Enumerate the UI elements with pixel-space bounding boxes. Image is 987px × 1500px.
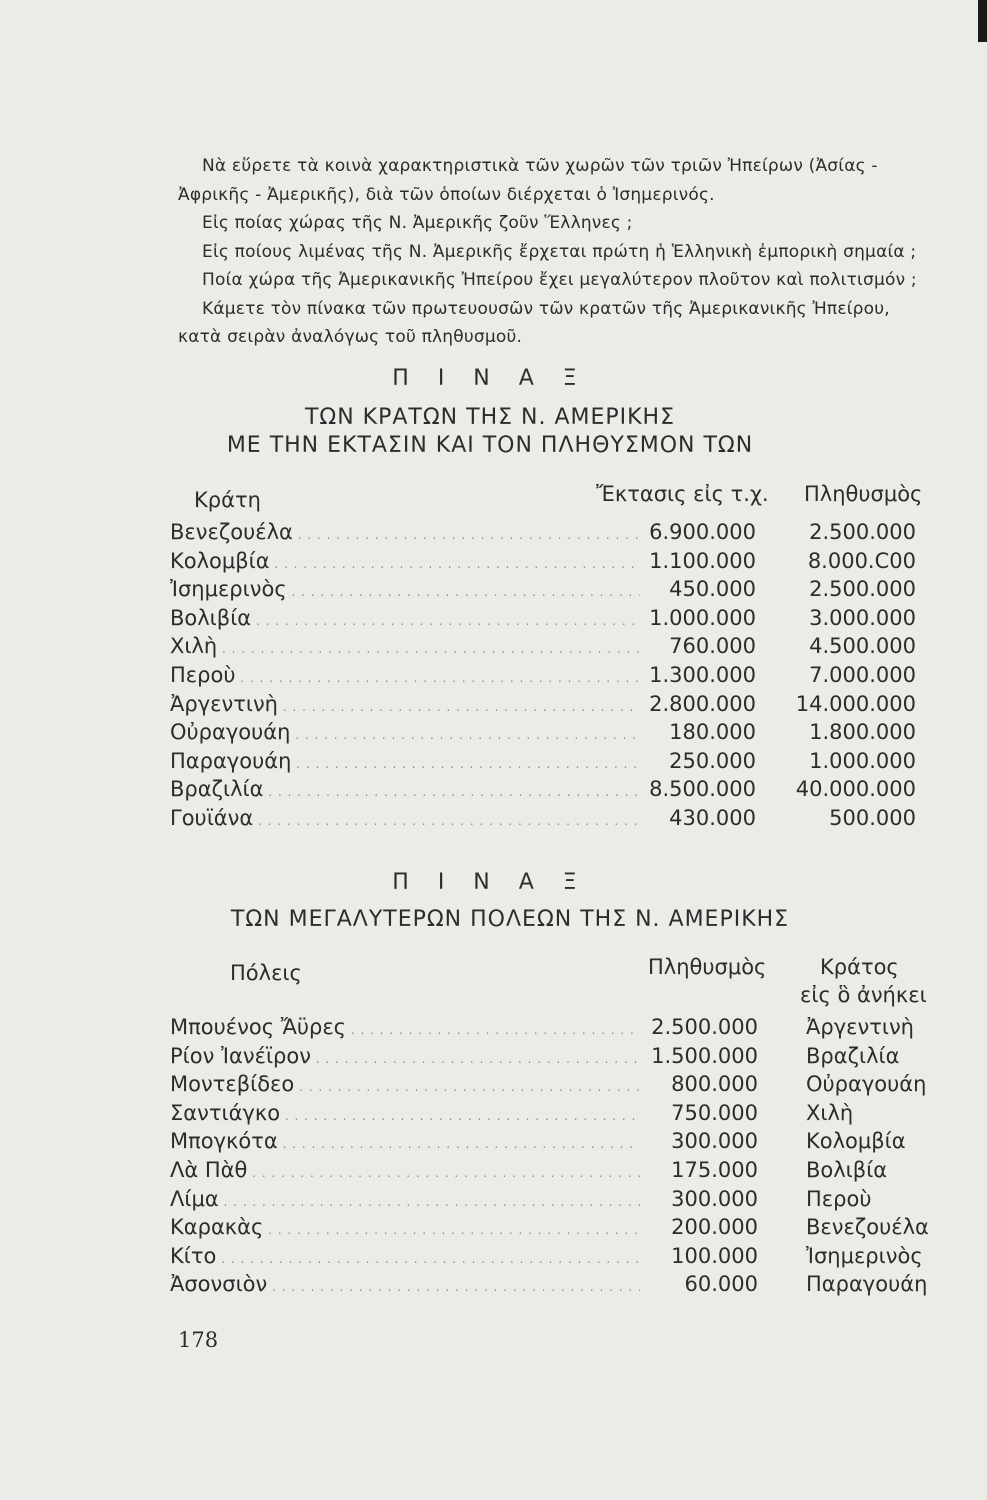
state-name: Ἰσημερινὸς . . . bbox=[170, 577, 640, 601]
area-value: 450.000 bbox=[669, 577, 756, 602]
population-value: 8.000.C00 bbox=[807, 548, 916, 573]
population-value: 750.000 bbox=[671, 1100, 758, 1125]
intro-line: Εἰς ποίους λιμένας τῆς Ν. Ἀμερικῆς ἔρχεται πρώτη ἡ Ἑλληνικὴ ἐμπορικὴ σημαία ; bbox=[202, 241, 917, 262]
intro-questions bbox=[178, 152, 928, 352]
col-area-header: Ἔκτασις εἰς τ.χ. bbox=[596, 482, 769, 506]
cities-table-header bbox=[170, 953, 930, 1015]
cities-table bbox=[170, 953, 930, 1301]
population-value: 175.000 bbox=[671, 1157, 758, 1182]
state-value: Ἀργεντινὴ bbox=[806, 1015, 914, 1039]
state-value: Βενεζουέλα bbox=[806, 1215, 929, 1240]
table-row bbox=[170, 634, 930, 663]
table-row bbox=[170, 1072, 930, 1101]
states-table-header bbox=[170, 482, 930, 520]
col-state-subheader: εἰς ὃ ἀνήκει bbox=[800, 983, 927, 1007]
table-row bbox=[170, 577, 930, 606]
population-value: 14.000.000 bbox=[795, 691, 916, 716]
population-value: 300.000 bbox=[671, 1129, 758, 1154]
table-row bbox=[170, 663, 930, 692]
table-row bbox=[170, 777, 930, 806]
area-value: 430.000 bbox=[669, 805, 756, 830]
state-value: Ἰσημερινὸς bbox=[806, 1243, 923, 1268]
table-row bbox=[170, 520, 930, 549]
state-name: Οὐραγουάη . . . bbox=[170, 720, 640, 744]
area-value: 1.000.000 bbox=[649, 605, 756, 630]
state-name: Περοὺ . . . bbox=[170, 663, 640, 687]
area-value: 250.000 bbox=[669, 748, 756, 773]
population-value: 1.500.000 bbox=[651, 1043, 758, 1068]
table2-pinax-heading: Π Ι Ν Α Ξ bbox=[392, 870, 588, 895]
state-name: Χιλὴ . . . bbox=[170, 634, 640, 658]
state-name: Βραζιλία . . . bbox=[170, 777, 640, 801]
city-name: Ρίον Ἰανέϊρον . . . bbox=[170, 1044, 640, 1068]
area-value: 180.000 bbox=[669, 720, 756, 745]
intro-line: Ἀφρικῆς - Ἀμερικῆς), διὰ τῶν ὁποίων διέρχεται ὁ Ἰσημερινός. bbox=[178, 184, 715, 205]
population-value: 2.500.000 bbox=[809, 577, 916, 602]
population-value: 2.500.000 bbox=[651, 1015, 758, 1039]
table-row bbox=[170, 1129, 930, 1158]
population-value: 500.000 bbox=[829, 805, 916, 830]
state-value: Οὐραγουάη bbox=[806, 1072, 927, 1097]
col-cities-header: Πόλεις bbox=[230, 961, 302, 985]
city-name: Μπογκότα . . . bbox=[170, 1129, 640, 1153]
table1-title: ΤΩΝ ΚΡΑΤΩΝ ΤΗΣ Ν. ΑΜΕΡΙΚΗΣ bbox=[304, 405, 676, 430]
state-value: Κολομβία bbox=[806, 1129, 906, 1154]
table-row bbox=[170, 549, 930, 578]
population-value: 300.000 bbox=[671, 1186, 758, 1211]
population-value: 800.000 bbox=[671, 1072, 758, 1097]
intro-line: Νὰ εὕρετε τὰ κοινὰ χαρακτηριστικὰ τῶν χωρῶν τῶν τριῶν Ἠπείρων (Ἀσίας - bbox=[202, 156, 878, 176]
population-value: 60.000 bbox=[684, 1272, 758, 1297]
table-row bbox=[170, 606, 930, 635]
col-population-header: Πληθυσμὸς bbox=[804, 482, 923, 506]
state-name: Βολιβία . . . bbox=[170, 606, 640, 630]
state-name: Ἀργεντινὴ . . . bbox=[170, 692, 640, 716]
table-row bbox=[170, 1101, 930, 1130]
population-value: 1.000.000 bbox=[809, 748, 916, 773]
population-value: 40.000.000 bbox=[795, 777, 916, 802]
state-name: Βενεζουέλα . . . bbox=[170, 520, 640, 544]
table-row bbox=[170, 1158, 930, 1187]
city-name: Μοντεβίδεο . . . bbox=[170, 1072, 640, 1096]
city-name: Λὰ Πὰθ . . . bbox=[170, 1158, 640, 1182]
table-row bbox=[170, 1015, 930, 1044]
table-row bbox=[170, 720, 930, 749]
city-name: Ἀσονσιὸν . . . bbox=[170, 1272, 640, 1296]
states-table bbox=[170, 482, 930, 835]
state-value: Περοὺ bbox=[806, 1186, 872, 1211]
state-value: Βραζιλία bbox=[806, 1043, 900, 1068]
city-name: Κίτο . . . bbox=[170, 1244, 640, 1268]
population-value: 1.800.000 bbox=[809, 720, 916, 745]
state-name: Παραγουάη . . . bbox=[170, 749, 640, 773]
population-value: 3.000.000 bbox=[809, 605, 916, 630]
area-value: 1.300.000 bbox=[649, 662, 756, 687]
area-value: 6.900.000 bbox=[649, 520, 756, 544]
population-value: 200.000 bbox=[671, 1215, 758, 1240]
table-row bbox=[170, 1244, 930, 1273]
state-value: Παραγουάη bbox=[806, 1272, 928, 1297]
table-row bbox=[170, 749, 930, 778]
area-value: 8.500.000 bbox=[649, 777, 756, 802]
area-value: 2.800.000 bbox=[649, 691, 756, 716]
table-row bbox=[170, 1187, 930, 1216]
state-name: Κολομβία . . . bbox=[170, 549, 640, 573]
table1-subtitle: ΜΕ ΤΗΝ ΕΚΤΑΣΙΝ ΚΑΙ ΤΟΝ ΠΛΗΘΥΣΜΟΝ ΤΩΝ bbox=[226, 433, 754, 458]
state-value: Χιλὴ bbox=[806, 1100, 854, 1125]
population-value: 7.000.000 bbox=[809, 662, 916, 687]
col-population-header: Πληθυσμὸς bbox=[648, 955, 767, 979]
table-row bbox=[170, 1272, 930, 1301]
city-name: Καρακὰς . . . bbox=[170, 1215, 640, 1239]
population-value: 100.000 bbox=[671, 1243, 758, 1268]
table-row bbox=[170, 692, 930, 721]
intro-line: Κάμετε τὸν πίνακα τῶν πρωτευουσῶν τῶν κρατῶν τῆς Ἀμερικανικῆς Ἠπείρου, bbox=[202, 298, 890, 319]
intro-line: Εἰς ποίας χώρας τῆς Ν. Ἀμερικῆς ζοῦν Ἕλληνες ; bbox=[202, 213, 633, 233]
state-value: Βολιβία bbox=[806, 1157, 888, 1182]
table-row bbox=[170, 1044, 930, 1073]
table2-title: ΤΩΝ ΜΕΓΑΛΥΤΕΡΩΝ ΠΟΛΕΩΝ ΤΗΣ Ν. ΑΜΕΡΙΚΗΣ bbox=[230, 907, 790, 932]
col-state-header: Κράτος bbox=[820, 955, 899, 979]
page-number: 178 bbox=[178, 1328, 219, 1352]
state-name: Γουϊάνα . . . bbox=[170, 806, 640, 830]
intro-line: κατὰ σειρὰν ἀναλόγως τοῦ πληθυσμοῦ. bbox=[178, 327, 523, 347]
table-row bbox=[170, 1215, 930, 1244]
city-name: Λίμα . . . bbox=[170, 1187, 640, 1211]
scan-edge-mark bbox=[978, 0, 987, 42]
area-value: 1.100.000 bbox=[649, 548, 756, 573]
intro-line: Ποία χώρα τῆς Ἀμερικανικῆς Ἠπείρου ἔχει μεγαλύτερον πλοῦτον καὶ πολιτισμόν ; bbox=[202, 270, 917, 290]
population-value: 2.500.000 bbox=[809, 520, 916, 544]
city-name: Σαντιάγκο . . . bbox=[170, 1101, 640, 1125]
table-row bbox=[170, 806, 930, 835]
population-value: 4.500.000 bbox=[809, 634, 916, 659]
area-value: 760.000 bbox=[669, 634, 756, 659]
col-states-header: Κράτη bbox=[194, 488, 261, 512]
table1-pinax-heading: Π Ι Ν Α Ξ bbox=[392, 366, 588, 391]
city-name: Μπουένος Ἄϋρες . . . bbox=[170, 1015, 640, 1039]
